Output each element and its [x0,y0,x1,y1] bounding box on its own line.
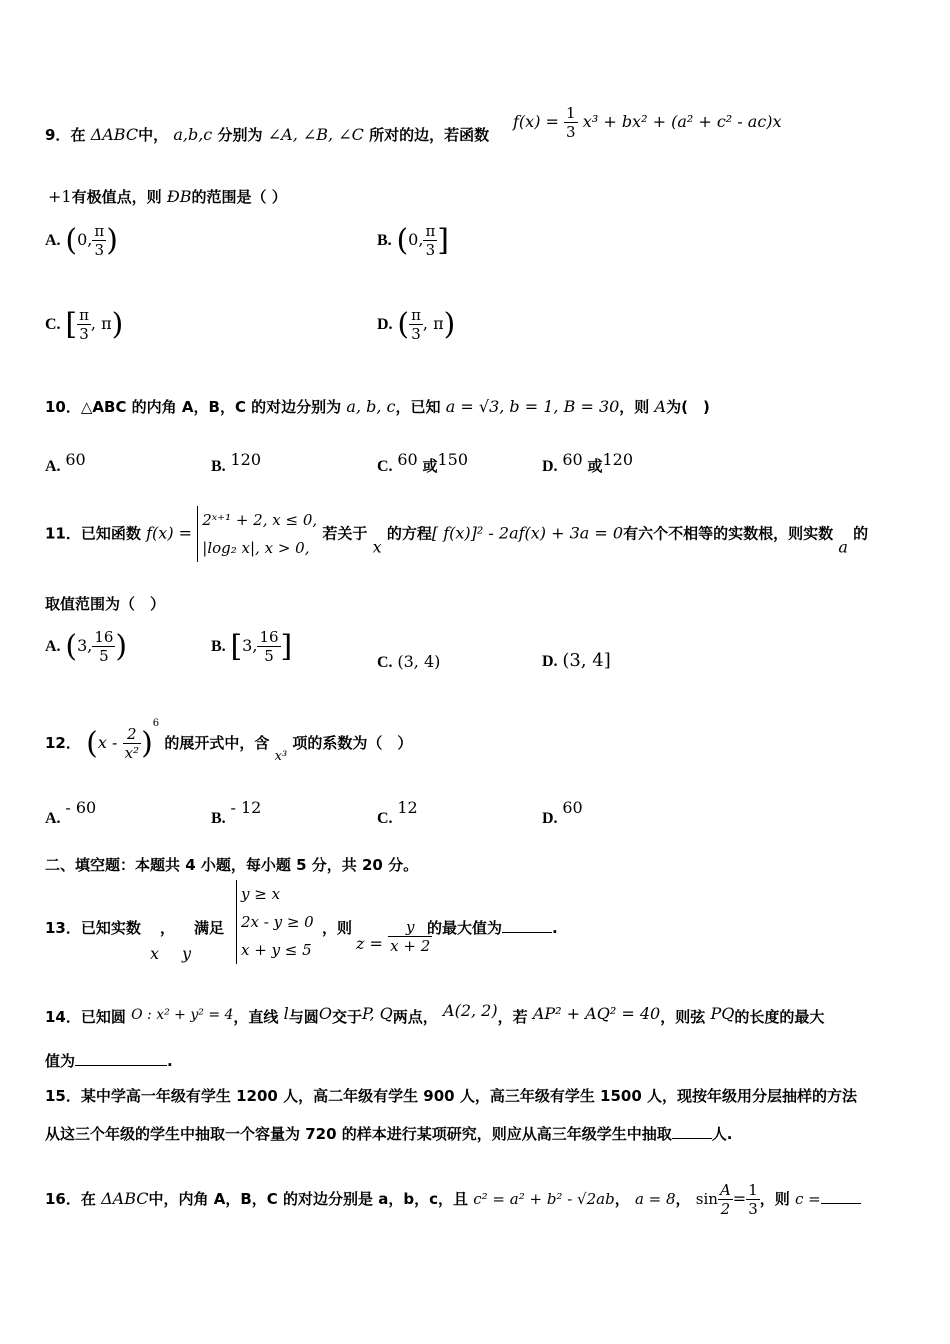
frac-den: 3 [92,240,106,259]
q13-number: 13． [45,919,81,937]
q16-fraction-a [718,1181,733,1218]
q9-plus1: +1 [48,187,72,206]
q12-option-d[interactable] [542,798,583,828]
q11-option-c[interactable] [377,652,440,672]
option-value: 60 [562,450,583,469]
q9-triangle: ΔABC [90,125,139,144]
q10-text: ，则 [619,398,650,416]
q11-fx: f(x) = [146,523,193,543]
frac-den: 5 [257,646,280,665]
q10-condition: a = √3, b = 1, B = 30 [445,397,620,416]
option-label: D. [542,810,558,827]
case-1: 2ˣ⁺¹ + 2, x ≤ 0, [202,511,318,529]
q12-x3: x³ [274,749,288,764]
q12-number: 12． [45,734,81,752]
q11-equation: [ f(x)]² - 2af(x) + 3a = 0 [431,523,624,543]
q11-a: a [838,537,848,557]
bracket: ( [65,629,78,664]
q11-line2 [45,593,165,614]
bracket: [ [230,629,243,664]
bracket: ( [65,223,78,258]
constraint-3: x + y ≤ 5 [241,941,312,959]
option-value: (3, 4) [397,652,441,671]
q11-text: 有六个不相等的实数根，则实数 [623,524,834,543]
bracket: ] [280,629,293,664]
option-label: A. [45,458,61,475]
bracket: ) [106,223,118,258]
q9-option-c[interactable] [45,306,123,343]
option-label: B. [211,638,226,655]
frac-num: 2 [127,725,137,743]
option-value: - 60 [65,798,97,817]
option-label: A. [45,638,61,655]
q11-option-b[interactable] [211,628,292,665]
q13-satisfy: 满足 [194,919,225,937]
q9-text: 所对的边，若函数 [369,126,490,144]
frac-num: 16 [94,628,114,646]
frac-num: y [405,918,415,936]
frac-den: 2 [718,1199,733,1218]
or-text: 或 [422,457,438,475]
q10-text: 为( ) [666,398,710,416]
frac-den: x² [124,744,140,762]
q9-text: 有极值点，则 [71,188,162,206]
option-label: D. [542,653,558,670]
q12-power: 6 [152,718,160,729]
q14-number: 14． [45,1008,81,1026]
q11-piecewise [197,506,317,562]
frac-num: π [79,306,89,324]
q15-text: 从这三个年级的学生中抽取一个容量为 720 的样本进行某项研究，则应从高三年级学生中抽取 [45,1125,672,1143]
frac-num: 16 [259,628,279,646]
frac-den: x + 2 [390,937,431,955]
q12-fraction [123,725,141,762]
option-label: C. [377,654,393,671]
frac-den: 3 [748,1200,758,1218]
q11-text: 若关于 [322,524,368,543]
option-label: C. [45,316,61,333]
q13-objective [356,918,432,955]
q16-text: 在 [80,1190,96,1208]
q11-text: 的方程 [386,524,432,543]
q9-option-b[interactable] [377,222,449,259]
bracket: ) [443,307,456,342]
frac-den: 5 [92,646,115,665]
q10-option-a[interactable] [45,450,86,476]
option-value: 120 [602,450,634,469]
case-2: |log₂ x|, x > 0, [202,539,310,557]
q16-sin: sin [695,1190,718,1208]
option-value: 0, [77,230,93,249]
bracket: ( [397,307,410,342]
frac-num: π [411,306,421,324]
option-value: 120 [230,450,261,469]
q9-vars: a,b,c [173,125,213,144]
q12-option-a[interactable] [45,798,96,828]
option-label: A. [45,232,61,249]
q13-text: 的最大值为 [427,919,503,937]
q9-poly: x³ + bx² + (a² + c² - ac)x [582,112,782,131]
q9-option-a[interactable] [45,222,118,259]
option-value: (3, 4] [562,650,611,671]
constraint-1: y ≥ x [241,885,281,903]
option-value: 60 [397,450,418,469]
frac-num: A [719,1181,731,1199]
q16-c: c = [795,1190,821,1208]
frac-den: 3 [77,324,91,343]
option-value: - 12 [230,798,262,817]
q9-text: 在 [70,126,86,144]
bracket: ) [115,629,128,664]
paren: ( [86,726,98,761]
q13-text-a [45,917,141,938]
q13-text: 已知实数 [80,919,141,937]
q10-angle-a: A [654,397,667,416]
q11-number: 11． [45,524,81,543]
q12-option-c[interactable] [377,798,418,828]
option-label: B. [211,810,226,827]
q14-text: 交于 [331,1008,362,1026]
q14-line-l: l [283,1004,289,1023]
frac-num: 1 [748,1181,758,1199]
q14-point-a: A(2, 2) [443,1001,498,1020]
q9-fx: f(x) = [513,112,565,131]
option-value: 12 [397,798,418,817]
bracket: [ [65,307,78,342]
q9-number: 9． [45,126,71,144]
q9-option-d[interactable] [377,306,455,343]
q14-pq: P, Q [361,1004,393,1023]
q12-option-b[interactable] [211,798,261,828]
frac-num: 1 [566,104,576,122]
q14-text: 值为 [45,1052,76,1070]
bracket: ( [396,223,409,258]
option-value: , π [90,314,112,333]
q16-a-value: a = 8 [634,1190,676,1208]
bracket: ] [437,223,450,258]
answer-blank[interactable] [502,932,552,933]
option-value: 3, [77,636,93,655]
q15-line2 [45,1123,732,1144]
frac-den: 3 [566,123,576,141]
q14-o: O [318,1004,332,1023]
q11-option-d[interactable] [542,650,611,671]
q13-y: y [182,944,192,963]
answer-blank[interactable] [75,1065,167,1066]
q10-option-d[interactable] [542,450,633,476]
option-label: A. [45,810,61,827]
frac-den: 3 [409,324,423,343]
q11-text: 取值范围为（ ） [45,595,166,613]
q14-circle: O : x² + y² = 4 [131,1007,234,1023]
q16-stem [45,1181,861,1218]
q14-text: 的长度的最大 [734,1008,825,1026]
q16-equals: = [732,1189,747,1208]
q13-then: ，则 [322,919,353,937]
q12-text: 的展开式中，含 [164,734,270,752]
option-label: B. [211,458,226,475]
q10-number: 10． [45,398,81,416]
answer-blank[interactable] [821,1203,861,1204]
option-value: 60 [65,450,86,469]
bracket: ) [111,307,124,342]
q14-text: 两点， [392,1008,438,1026]
option-value: 60 [562,798,583,817]
option-value: , π [422,314,444,333]
option-fraction [77,306,91,343]
q13-comma: ， [160,919,176,937]
q9-text: 中， [138,126,169,144]
q16-text: 中，内角 A，B，C 的对边分别是 a，b，c，且 [148,1190,469,1208]
q13-system [236,880,314,964]
frac-den: 3 [423,240,437,259]
q10-stem [45,396,710,417]
q11-x: x [372,537,382,557]
option-label: D. [377,316,393,333]
q9-text: 分别为 [217,126,263,144]
q13-text: . [552,919,558,937]
q14-text: ，则弦 [660,1008,706,1026]
q14-line2 [45,1050,173,1071]
paren: ) [141,726,153,761]
q16-equation: c² = a² + b² - √2ab [473,1190,615,1208]
option-label: B. [377,232,392,249]
q14-condition: AP² + AQ² = 40 [532,1004,661,1023]
q11-option-a[interactable] [45,628,127,665]
q16-text: ，则 [759,1190,790,1208]
q16-triangle: ΔABC [101,1189,149,1208]
q13-constraints [236,880,314,964]
answer-blank[interactable] [672,1138,712,1139]
q10-vars: a, b, c [346,397,396,416]
q14-text: . [167,1052,173,1070]
q11-text: 的 [853,524,869,543]
q15-text: 人. [711,1125,733,1143]
q9-line1 [45,124,489,145]
q10-text: ，已知 [395,398,441,416]
or-text: 或 [587,457,603,475]
q16-text: ， [675,1190,691,1208]
option-value: 150 [437,450,469,469]
q10-option-c[interactable] [377,450,468,476]
q12-text: 项的系数为（ ） [292,734,413,752]
q9-text: 的范围是（ ） [191,188,287,206]
constraint-2: 2x - y ≥ 0 [241,913,314,931]
option-label: D. [542,458,558,475]
q12-expr: x - [97,733,118,752]
frac-num: π [425,222,436,240]
q14-text: ，若 [497,1008,528,1026]
q9-angles: ∠A, ∠B, ∠C [267,125,364,144]
q14-chord: PQ [710,1004,735,1023]
option-value: 0, [408,230,424,249]
option-label: C. [377,458,393,475]
q9-function [513,104,782,141]
option-fraction [92,222,106,259]
q9-angle-b: ÐB [166,187,192,206]
option-fraction [257,628,280,665]
q16-number: 16． [45,1190,81,1208]
option-value: 3, [242,636,258,655]
q11-line1 [45,506,868,562]
q13-x: x [150,944,160,963]
option-fraction [409,306,423,343]
q9-line2 [48,186,287,207]
q10-text: △ABC 的内角 A，B，C 的对边分别为 [80,398,342,416]
q14-line1 [45,1001,824,1027]
q16-text: ， [614,1190,630,1208]
q15-line1: 15．某中学高一年级有学生 1200 人，高二年级有学生 900 人，高三年级有学生 1500 人，现按年级用分层抽样的方法 [45,1087,858,1105]
q12-stem [45,718,412,764]
section-heading: 二、填空题：本题共 4 小题，每小题 5 分，共 20 分。 [45,856,419,874]
option-fraction [423,222,437,259]
q9-fraction [564,104,578,141]
q14-text: 与圆 [288,1008,319,1026]
option-label: C. [377,810,393,827]
q14-text: 已知圆 [80,1008,126,1026]
q14-text: ，直线 [233,1008,279,1026]
q11-text: 已知函数 [80,524,141,543]
q13-ask [427,917,558,938]
q10-option-b[interactable] [211,450,261,476]
q13-fraction [388,918,432,955]
q13-z: z = [356,934,383,953]
frac-num: π [94,222,105,240]
option-fraction [92,628,115,665]
q16-fraction-b [746,1181,760,1218]
